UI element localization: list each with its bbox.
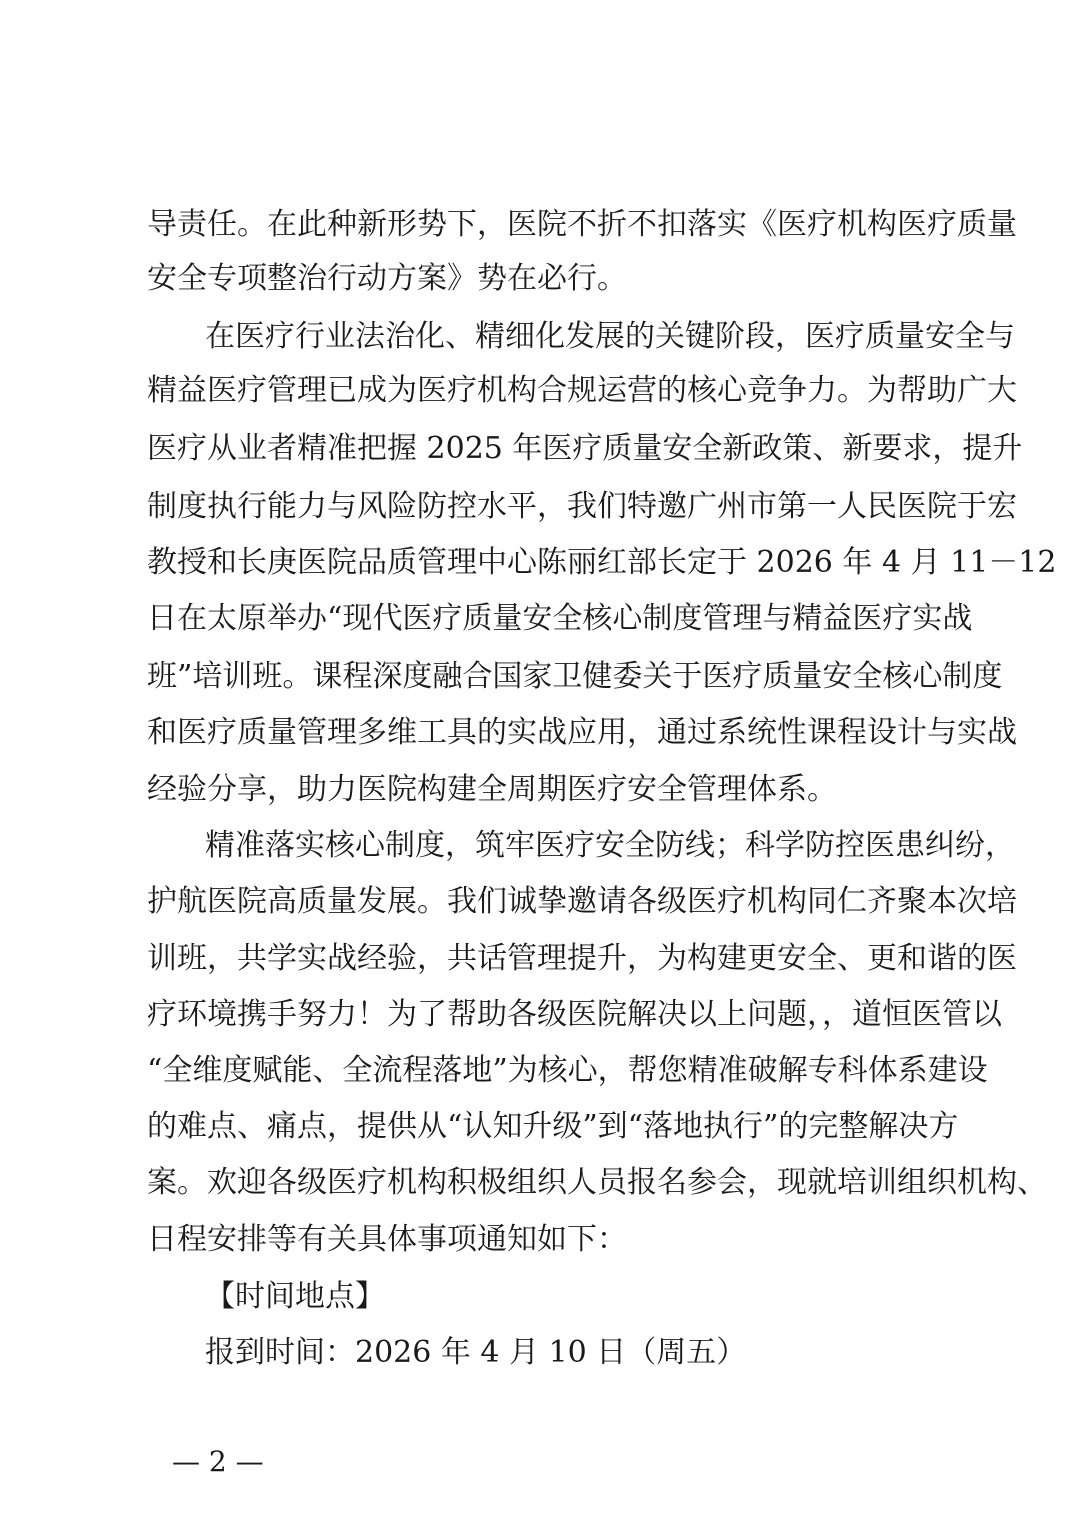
text-line: 教授和长庚医院品质管理中心陈丽红部长定于 2026 年 4 月 11－12	[147, 545, 1057, 580]
text-line: 的难点、痛点，提供从“认知升级”到“落地执行”的完整解决方	[147, 1109, 959, 1144]
text-line: 疗环境携手努力！为了帮助各级医院解决以上问题，，道恒医管以	[147, 997, 1002, 1032]
text-line: 日在太原举办“现代医疗质量安全核心制度管理与精益医疗实战	[147, 601, 973, 636]
text-line: 训班，共学实战经验，共话管理提升，为构建更安全、更和谐的医	[147, 941, 1017, 976]
section-heading: 【时间地点】	[205, 1279, 385, 1314]
text-line: 安全专项整治行动方案》势在必行。	[147, 261, 627, 296]
paragraph-start-line: 在医疗行业法治化、精细化发展的关键阶段，医疗质量安全与	[205, 319, 1015, 354]
text-line: 医疗从业者精准把握 2025 年医疗质量安全新政策、新要求，提升	[147, 431, 1023, 466]
text-line: 经验分享，助力医院构建全周期医疗安全管理体系。	[147, 772, 837, 807]
text-line: 精益医疗管理已成为医疗机构合规运营的核心竞争力。为帮助广大	[147, 373, 1017, 408]
text-line: 导责任。在此种新形势下，医院不折不扣落实《医疗机构医疗质量	[147, 207, 1017, 242]
text-line: 班”培训班。课程深度融合国家卫健委关于医疗质量安全核心制度	[147, 659, 1003, 694]
text-line: 制度执行能力与风险防控水平，我们特邀广州市第一人民医院于宏	[147, 489, 1017, 524]
check-in-time: 报到时间：2026 年 4 月 10 日（周五）	[205, 1335, 747, 1370]
text-line: 护航医院高质量发展。我们诚挚邀请各级医疗机构同仁齐聚本次培	[147, 884, 1017, 919]
paragraph-start-line: 精准落实核心制度，筑牢医疗安全防线；科学防控医患纠纷，	[205, 828, 1015, 863]
text-line: “全维度赋能、全流程落地”为核心，帮您精准破解专科体系建设	[147, 1053, 988, 1088]
text-line: 日程安排等有关具体事项通知如下：	[147, 1222, 627, 1257]
page-number: — 2 —	[172, 1445, 264, 1478]
text-line: 案。欢迎各级医疗机构积极组织人员报名参会，现就培训组织机构、	[147, 1165, 1047, 1200]
text-line: 和医疗质量管理多维工具的实战应用，通过系统性课程设计与实战	[147, 715, 1017, 750]
